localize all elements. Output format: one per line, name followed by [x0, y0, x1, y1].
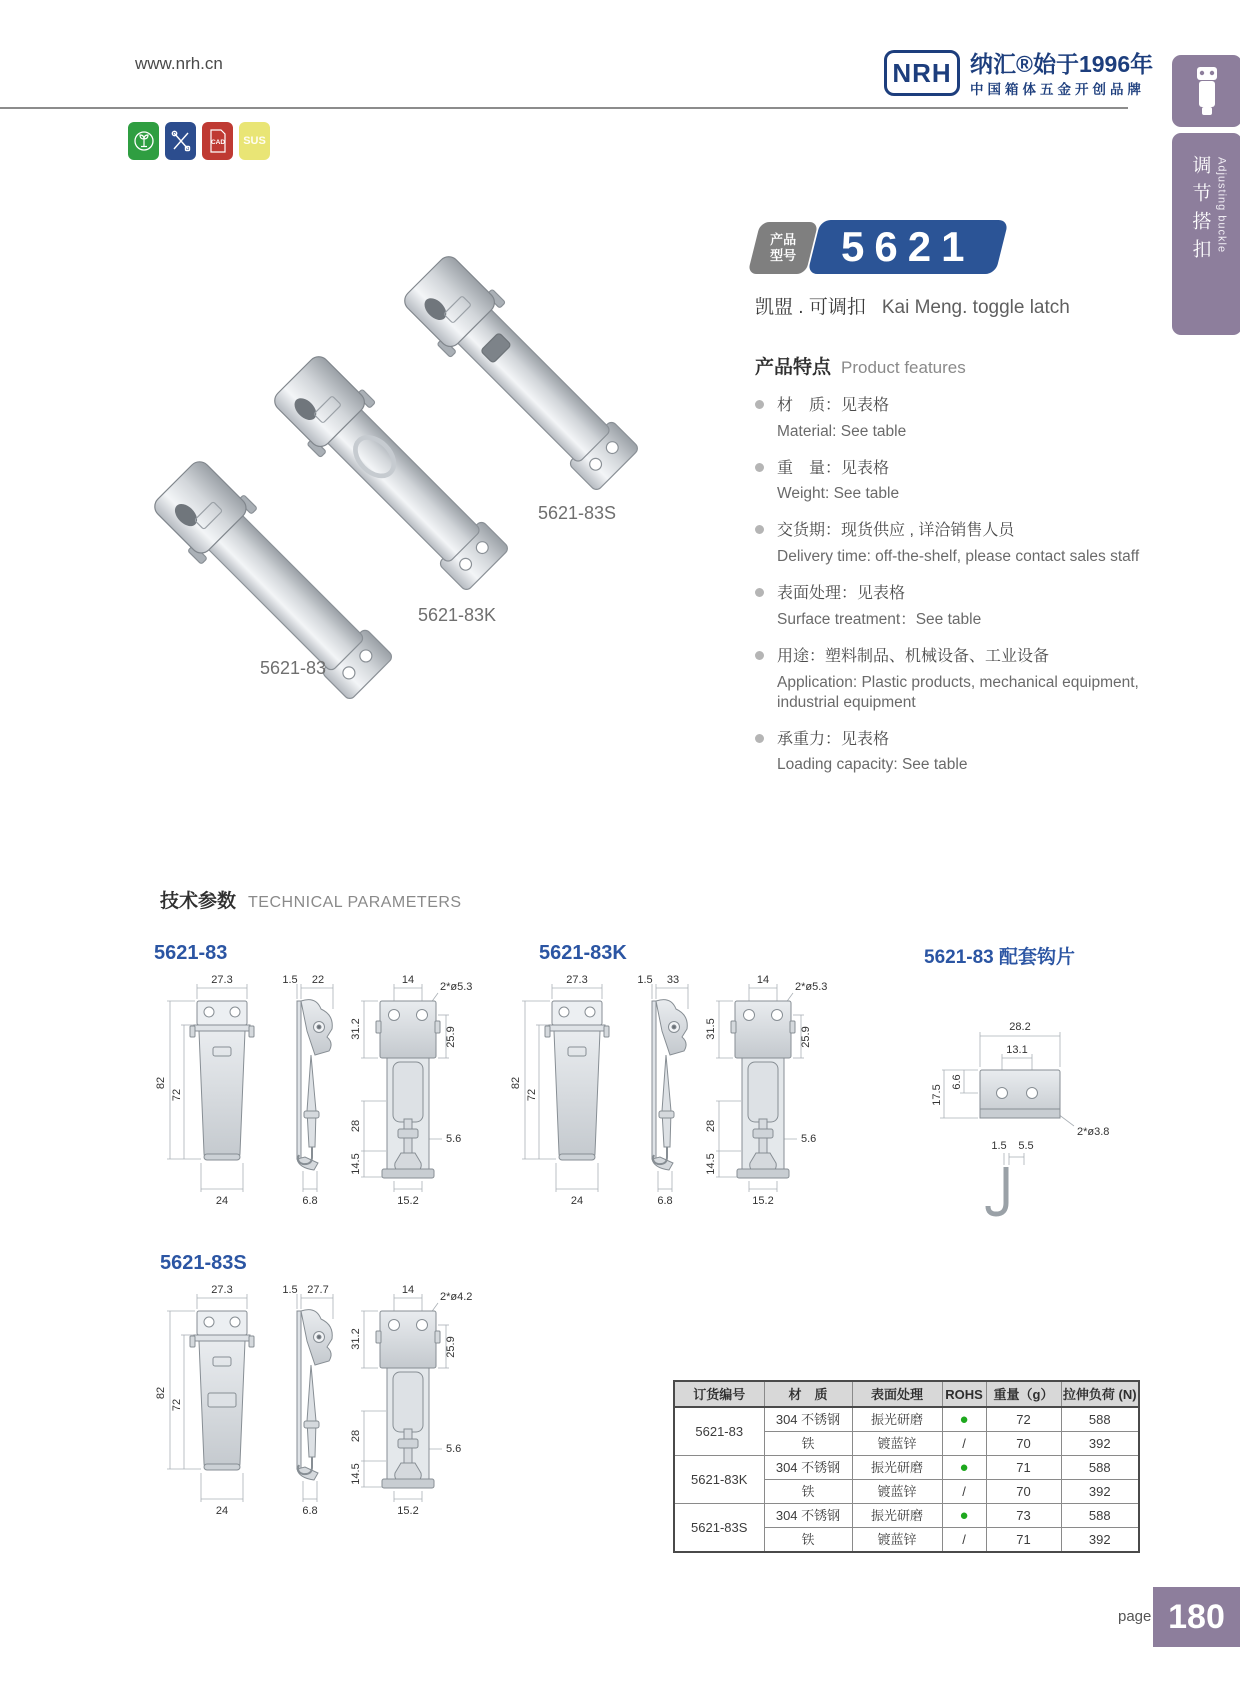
rohs-na: /	[942, 1528, 986, 1553]
feature-en: Loading capacity: See table	[777, 756, 968, 774]
bullet-icon	[755, 525, 764, 534]
category-label-en: Adjusting buckle	[1215, 157, 1228, 254]
col-order-no: 订货编号	[674, 1381, 764, 1407]
cell-weight: 72	[986, 1407, 1061, 1432]
feature-en: Delivery time: off-the-shelf, please contact sales staff	[777, 548, 1140, 566]
feature-item	[755, 458, 1175, 505]
svg-text:28: 28	[350, 1119, 362, 1133]
feature-item	[755, 729, 1175, 776]
drawing-5621-83s-views	[140, 1281, 485, 1531]
cert-icon-row	[128, 122, 270, 160]
photo-label-5621-83: 5621-83	[260, 658, 327, 678]
feature-item	[755, 646, 1175, 713]
svg-text:1.5: 1.5	[282, 974, 298, 986]
drawing-5621-83s	[140, 1252, 485, 1536]
svg-text:1.5: 1.5	[282, 1284, 298, 1296]
svg-text:2*ø5.3: 2*ø5.3	[795, 981, 828, 993]
svg-text:14: 14	[401, 1284, 415, 1296]
feature-cn: 表面处理：见表格	[777, 585, 906, 603]
cell-load: 392	[1061, 1432, 1139, 1456]
model-subtitle-cn: 凯盟 . 可调扣	[755, 297, 866, 318]
eco-cert-icon	[128, 122, 159, 160]
page-number: 180	[1168, 1597, 1225, 1636]
website-link[interactable]: www.nrh.cn	[135, 54, 223, 73]
tech-title-en: TECHNICAL PARAMETERS	[248, 894, 462, 911]
cell-material: 铁	[764, 1528, 852, 1553]
svg-text:14: 14	[756, 974, 770, 986]
svg-text:72: 72	[526, 1088, 538, 1102]
feature-item	[755, 583, 1175, 630]
svg-text:6.6: 6.6	[951, 1074, 963, 1090]
product-photo-image	[130, 222, 690, 707]
cell-load: 588	[1061, 1456, 1139, 1480]
cell-surface: 振光研磨	[852, 1504, 942, 1528]
sus-label: SUS	[243, 135, 266, 147]
cell-surface: 振光研磨	[852, 1407, 942, 1432]
cell-surface: 镀蓝锌	[852, 1480, 942, 1504]
drawing-title: 5621-83S	[160, 1252, 247, 1274]
drawing-title: 5621-83	[154, 942, 228, 964]
svg-text:2*ø4.2: 2*ø4.2	[440, 1291, 473, 1303]
rohs-na: /	[942, 1432, 986, 1456]
page-label: page	[1118, 1608, 1152, 1625]
svg-text:27.7: 27.7	[307, 1284, 329, 1296]
svg-text:14.5: 14.5	[350, 1463, 362, 1485]
cell-weight: 70	[986, 1432, 1061, 1456]
svg-text:13.1: 13.1	[1006, 1044, 1028, 1056]
rohs-dot: ●	[942, 1407, 986, 1432]
cell-material: 铁	[764, 1480, 852, 1504]
cell-load: 392	[1061, 1528, 1139, 1553]
svg-text:15.2: 15.2	[397, 1195, 419, 1207]
svg-text:6.8: 6.8	[302, 1505, 318, 1517]
features-title	[755, 352, 1175, 379]
cell-surface: 镀蓝锌	[852, 1528, 942, 1553]
product-features	[755, 352, 1175, 776]
svg-text:24: 24	[215, 1505, 229, 1517]
drawing-hook-views	[880, 975, 1180, 1225]
svg-text:28: 28	[705, 1119, 717, 1133]
svg-text:5.6: 5.6	[801, 1133, 817, 1145]
table-row	[674, 1504, 1139, 1528]
cell-material: 304 不锈钢	[764, 1456, 852, 1480]
model-subtitle	[755, 292, 1070, 319]
feature-item	[755, 395, 1175, 442]
col-rohs: ROHS	[942, 1381, 986, 1407]
cell-model: 5621-83K	[674, 1456, 764, 1504]
feature-en: Material: See table	[777, 422, 907, 440]
feature-cn: 用途：塑料制品、机械设备、工业设备	[777, 647, 1050, 665]
rohs-na: /	[942, 1480, 986, 1504]
photo-label-5621-83s: 5621-83S	[538, 503, 617, 523]
svg-text:27.3: 27.3	[211, 974, 233, 986]
cell-model: 5621-83	[674, 1407, 764, 1456]
cell-weight: 70	[986, 1480, 1061, 1504]
feature-en: Application: Plastic products, mechanical equipment, industrial equipment	[777, 673, 1139, 711]
svg-text:1.5: 1.5	[991, 1140, 1007, 1152]
brand-subslogan: 中国箱体五金开创品牌	[970, 82, 1145, 97]
col-surface: 表面处理	[852, 1381, 942, 1407]
svg-text:15.2: 15.2	[752, 1195, 774, 1207]
svg-text:14: 14	[401, 974, 415, 986]
page-number-badge	[1153, 1587, 1240, 1647]
cell-material: 铁	[764, 1432, 852, 1456]
svg-text:31.2: 31.2	[350, 1018, 362, 1040]
brand-slogan: 纳汇®始于1996年	[970, 51, 1154, 77]
sidebar-tab-adjusting-buckle[interactable]	[1172, 133, 1240, 335]
svg-text:27.3: 27.3	[211, 1284, 233, 1296]
photo-label-5621-83k: 5621-83K	[418, 605, 497, 625]
cad-cert-icon	[202, 122, 233, 160]
nrh-logo	[884, 50, 960, 96]
cell-load: 588	[1061, 1504, 1139, 1528]
svg-text:31.2: 31.2	[350, 1328, 362, 1350]
svg-text:14.5: 14.5	[705, 1153, 717, 1175]
drawing-5621-83k-views	[495, 971, 840, 1221]
latch-icon	[1190, 65, 1224, 117]
product-photo	[130, 222, 690, 707]
drawing-5621-83k	[495, 942, 840, 1226]
drawing-5621-83-views	[140, 971, 485, 1221]
tools-cert-icon	[165, 122, 196, 160]
bullet-icon	[755, 463, 764, 472]
svg-text:25.9: 25.9	[800, 1026, 812, 1048]
table-row	[674, 1407, 1139, 1432]
svg-text:28: 28	[350, 1429, 362, 1443]
model-number-banner	[807, 220, 1008, 274]
svg-text:CAD: CAD	[210, 139, 225, 146]
feature-cn: 材 质：见表格	[777, 397, 890, 414]
svg-text:33: 33	[666, 974, 680, 986]
svg-text:5.6: 5.6	[446, 1133, 462, 1145]
feature-cn: 重 量：见表格	[777, 459, 890, 477]
bullet-icon	[755, 400, 764, 409]
bullet-icon	[755, 734, 764, 743]
header-divider	[0, 107, 1128, 109]
svg-text:24: 24	[215, 1195, 229, 1207]
sidebar-tab-latch-icon[interactable]	[1172, 55, 1240, 127]
cell-weight: 73	[986, 1504, 1061, 1528]
col-weight: 重量（g）	[986, 1381, 1061, 1407]
spec-table	[673, 1380, 1140, 1553]
bullet-icon	[755, 588, 764, 597]
model-badge	[748, 222, 819, 274]
badge-line1: 产品	[769, 232, 796, 248]
table-header-row	[674, 1381, 1139, 1407]
svg-text:6.8: 6.8	[657, 1195, 673, 1207]
rohs-dot: ●	[942, 1456, 986, 1480]
cell-surface: 振光研磨	[852, 1456, 942, 1480]
cell-load: 392	[1061, 1480, 1139, 1504]
svg-text:22: 22	[311, 974, 325, 986]
features-title-cn: 产品特点	[755, 357, 832, 378]
drawing-title: 5621-83 配套钩片	[924, 947, 1076, 968]
cell-weight: 71	[986, 1456, 1061, 1480]
cell-material: 304 不锈钢	[764, 1504, 852, 1528]
drawing-5621-83	[140, 942, 485, 1226]
svg-text:14.5: 14.5	[350, 1153, 362, 1175]
svg-text:24: 24	[570, 1195, 584, 1207]
svg-text:6.8: 6.8	[302, 1195, 318, 1207]
feature-cn: 交货期：现货供应 , 详洽销售人员	[777, 522, 1015, 540]
cell-weight: 71	[986, 1528, 1061, 1553]
spec-table-wrap	[673, 1380, 1140, 1553]
feature-cn: 承重力：见表格	[777, 730, 890, 748]
svg-text:82: 82	[510, 1076, 522, 1090]
svg-text:27.3: 27.3	[566, 974, 588, 986]
svg-text:25.9: 25.9	[445, 1336, 457, 1358]
cell-load: 588	[1061, 1407, 1139, 1432]
drawing-title: 5621-83K	[539, 942, 627, 964]
cell-model: 5621-83S	[674, 1504, 764, 1553]
table-row	[674, 1456, 1139, 1480]
svg-text:5.6: 5.6	[446, 1443, 462, 1455]
svg-text:28.2: 28.2	[1009, 1021, 1031, 1033]
feature-en: Surface treatment：See table	[777, 610, 982, 628]
model-subtitle-en: Kai Meng. toggle latch	[881, 297, 1070, 318]
badge-line2: 型号	[769, 248, 796, 263]
svg-text:17.5: 17.5	[931, 1084, 943, 1106]
col-material: 材 质	[764, 1381, 852, 1407]
model-number: 5621	[841, 223, 975, 270]
svg-text:2*ø5.3: 2*ø5.3	[440, 981, 473, 993]
svg-text:5.5: 5.5	[1018, 1140, 1034, 1152]
nrh-logo-text: NRH	[892, 57, 952, 88]
tech-title-cn: 技术参数	[160, 891, 237, 912]
cell-material: 304 不锈钢	[764, 1407, 852, 1432]
category-label-cn: 调节搭扣	[1189, 155, 1211, 267]
svg-text:72: 72	[171, 1398, 183, 1412]
svg-text:1.5: 1.5	[637, 974, 653, 986]
svg-text:15.2: 15.2	[397, 1505, 419, 1517]
svg-text:82: 82	[155, 1386, 167, 1400]
feature-en: Weight: See table	[777, 485, 900, 503]
col-load: 拉伸负荷 (N)	[1061, 1381, 1139, 1407]
rohs-dot: ●	[942, 1504, 986, 1528]
bullet-icon	[755, 651, 764, 660]
feature-item	[755, 520, 1175, 567]
svg-text:82: 82	[155, 1076, 167, 1090]
tech-params-title	[160, 886, 462, 913]
svg-text:31.5: 31.5	[705, 1018, 717, 1040]
sus-cert-icon	[239, 122, 270, 160]
svg-text:72: 72	[171, 1088, 183, 1102]
svg-text:25.9: 25.9	[445, 1026, 457, 1048]
cell-surface: 镀蓝锌	[852, 1432, 942, 1456]
features-title-en: Product features	[841, 358, 966, 377]
drawing-5621-83-hook-plate	[880, 942, 1180, 1230]
svg-text:2*ø3.8: 2*ø3.8	[1077, 1126, 1110, 1138]
